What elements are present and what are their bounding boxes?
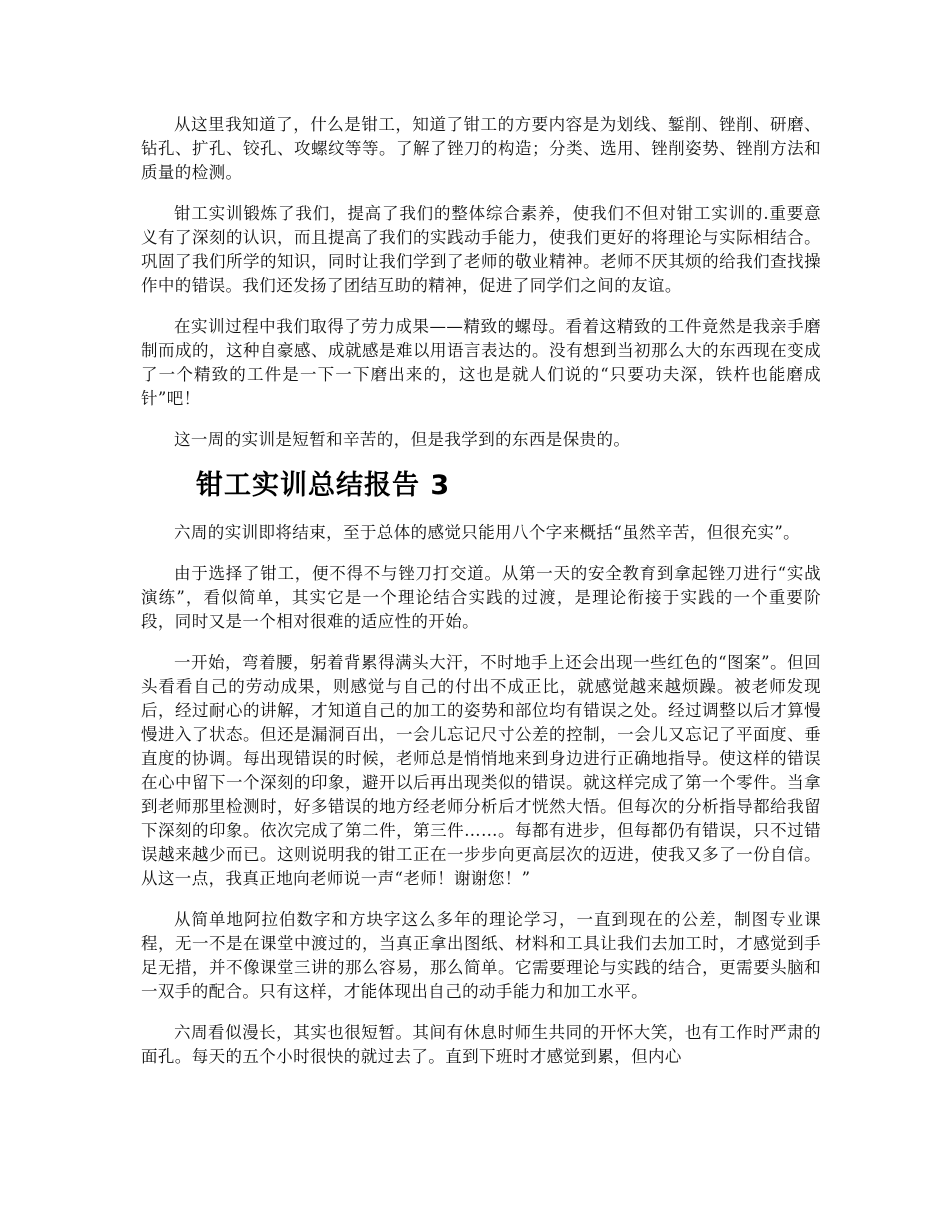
paragraph: 钳工实训锻炼了我们，提高了我们的整体综合素养，使我们不但对钳工实训的.重要意义有了深刻的认识，而且提高了我们的实践动手能力，使我们更好的将理论与实际相结合。巩固了我们所学的知识，同时让我们学到了老师的敬业精神。老师不厌其烦的给我们查找操作中的错误。我们还发扬了团结互助的精神，促进了同学们之间的友谊。 [141,204,821,295]
paragraph: 一开始，弯着腰，躬着背累得满头大汗，不时地手上还会出现一些红色的“图案”。但回头看看自己的劳动成果，则感觉与自己的付出不成正比，就感觉越来越烦躁。被老师发现后，经过耐心的讲解，才知道自己的加工的姿势和部位均有错误之处。经过调整以后才算慢慢进入了状态。但还是漏洞百出，一会儿忘记尺寸公差的控制，一会儿又忘记了平面度、垂直度的协调。每出现错误的时候，老师总是悄悄地来到身边进行正确地指导。使这样的错误在心中留下一个深刻的印象，避开以后再出现类似的错误。就这样完成了第一个零件。当拿到老师那里检测时，好多错误的地方经老师分析后才恍然大悟。但每次的分析指导都给我留下深刻的印象。依次完成了第二件，第三件……。每都有进步，但每都仍有错误，只不过错误越来越少而已。这则说明我的钳工正在一步步向更高层次的迈进，使我又多了一份自信。从这一点，我真正地向老师说一声“老师！谢谢您！” [141,653,821,888]
paragraph: 六周看似漫长，其实也很短暂。其间有休息时师生共同的开怀大笑，也有工作时严肃的面孔。每天的五个小时很快的就过去了。直到下班时才感觉到累，但内心 [141,1023,821,1066]
paragraph: 六周的实训即将结束，至于总体的感觉只能用八个字来概括“虽然辛苦，但很充实”。 [174,523,801,542]
paragraph: 从简单地阿拉伯数字和方块字这么多年的理论学习，一直到现在的公差，制图专业课程，无一不是在课堂中渡过的，当真正拿出图纸、材料和工具让我们去加工时，才感觉到手足无措，并不像课堂三讲的那么容易，那么简单。它需要理论与实践的结合，更需要头脑和一双手的配合。只有这样，才能体现出自己的动手能力和加工水平。 [141,910,821,1001]
paragraph: 这一周的实训是短暂和辛苦的，但是我学到的东西是保贵的。 [174,430,631,449]
paragraph: 由于选择了钳工，便不得不与锉刀打交道。从第一天的安全教育到拿起锉刀进行“实战演练”，看似简单，其实它是一个理论结合实践的过渡，是理论衔接于实践的一个重要阶段，同时又是一个相对很难的适应性的开始。 [141,564,821,631]
paragraph: 从这里我知道了，什么是钳工，知道了钳工的方要内容是为划线、錾削、锉削、研磨、钻孔、扩孔、铰孔、攻螺纹等等。了解了锉刀的构造；分类、选用、锉削姿势、锉削方法和质量的检测。 [141,115,821,182]
section-heading: 钳工实训总结报告 3 [196,470,451,501]
paragraph: 在实训过程中我们取得了劳力成果——精致的螺母。看着这精致的工件竟然是我亲手磨制而成的，这种自豪感、成就感是难以用语言表达的。没有想到当初那么大的东西现在变成了一个精致的工件是一下一下磨出来的，这也是就人们说的“只要功夫深，铁杵也能磨成针”吧！ [141,317,821,408]
document-body [141,113,821,1086]
